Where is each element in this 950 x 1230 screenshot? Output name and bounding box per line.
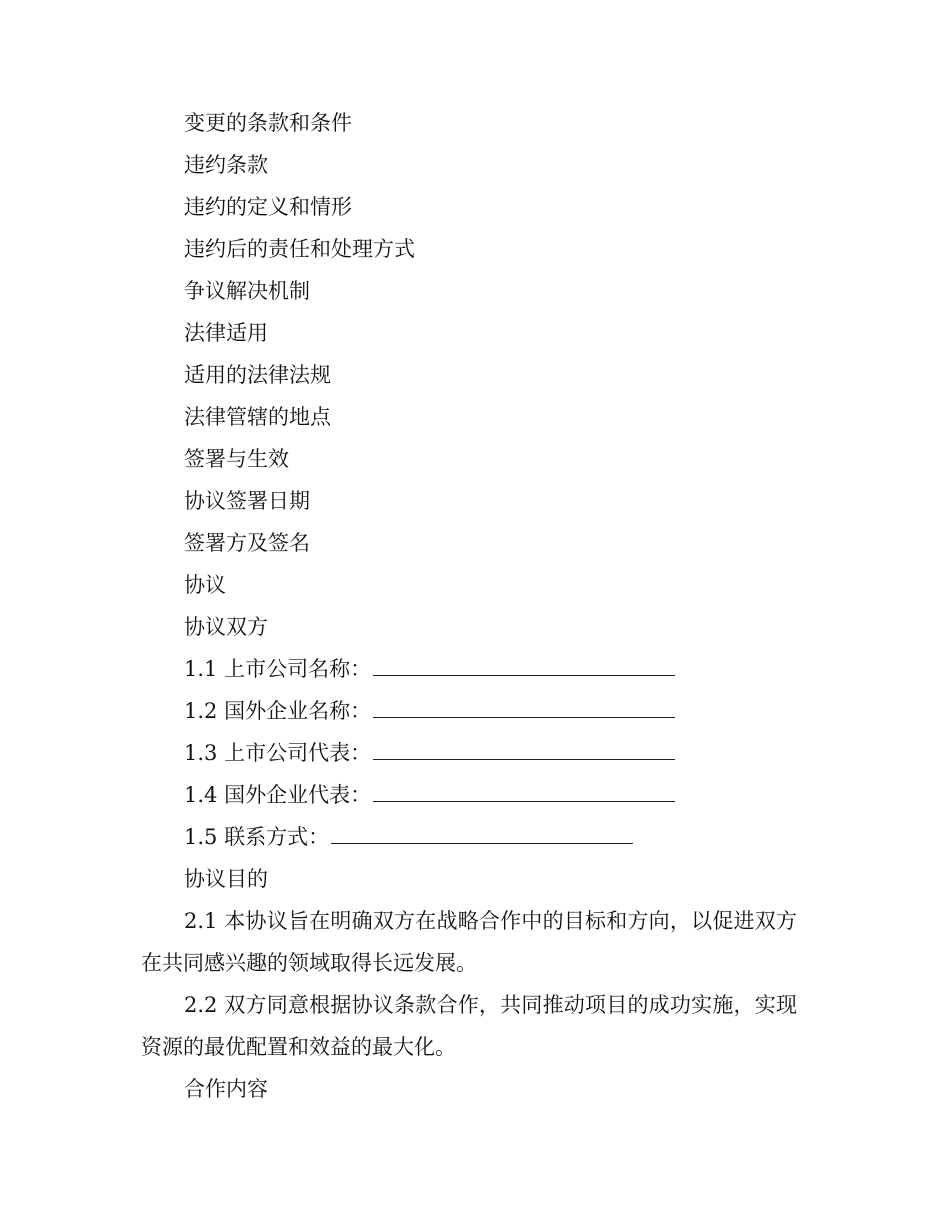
field-row: [141, 690, 797, 732]
fill-in-blank[interactable]: [331, 817, 633, 844]
parties-heading: 协议双方: [184, 615, 268, 639]
purpose-paragraph: 2.1 本协议旨在明确双方在战略合作中的目标和方向，以促进双方在共同感兴趣的领域取得长远发展。: [141, 909, 797, 975]
field-label: 1.5 联系方式：: [184, 825, 330, 849]
field-row: [141, 774, 797, 816]
toc-item: 协议签署日期: [184, 489, 310, 513]
field-label: 1.1 上市公司名称：: [184, 657, 372, 681]
cooperation-heading: 合作内容: [184, 1077, 268, 1101]
toc-item: 签署方及签名: [184, 531, 310, 555]
fill-in-blank[interactable]: [373, 733, 675, 760]
document-content: [141, 102, 797, 1110]
field-label: 1.3 上市公司代表：: [184, 741, 372, 765]
purpose-paragraph: 2.2 双方同意根据协议条款合作，共同推动项目的成功实施，实现资源的最优配置和效益的最大化。: [141, 993, 797, 1059]
purpose-heading: 协议目的: [184, 867, 268, 891]
agreement-title: 协议: [184, 573, 226, 597]
toc-item: 变更的条款和条件: [184, 111, 352, 135]
field-row: [141, 816, 797, 858]
fill-in-blank[interactable]: [373, 691, 675, 718]
toc-item: 违约后的责任和处理方式: [184, 237, 415, 261]
field-label: 1.4 国外企业代表：: [184, 783, 372, 807]
toc-item: 违约的定义和情形: [184, 195, 352, 219]
toc-item: 法律管辖的地点: [184, 405, 331, 429]
toc-item: 争议解决机制: [184, 279, 310, 303]
field-row: [141, 732, 797, 774]
toc-item: 适用的法律法规: [184, 363, 331, 387]
field-row: [141, 648, 797, 690]
toc-item: 法律适用: [184, 321, 268, 345]
fill-in-blank[interactable]: [373, 775, 675, 802]
fill-in-blank[interactable]: [373, 649, 675, 676]
toc-item: 签署与生效: [184, 447, 289, 471]
field-label: 1.2 国外企业名称：: [184, 699, 372, 723]
toc-item: 违约条款: [184, 153, 268, 177]
